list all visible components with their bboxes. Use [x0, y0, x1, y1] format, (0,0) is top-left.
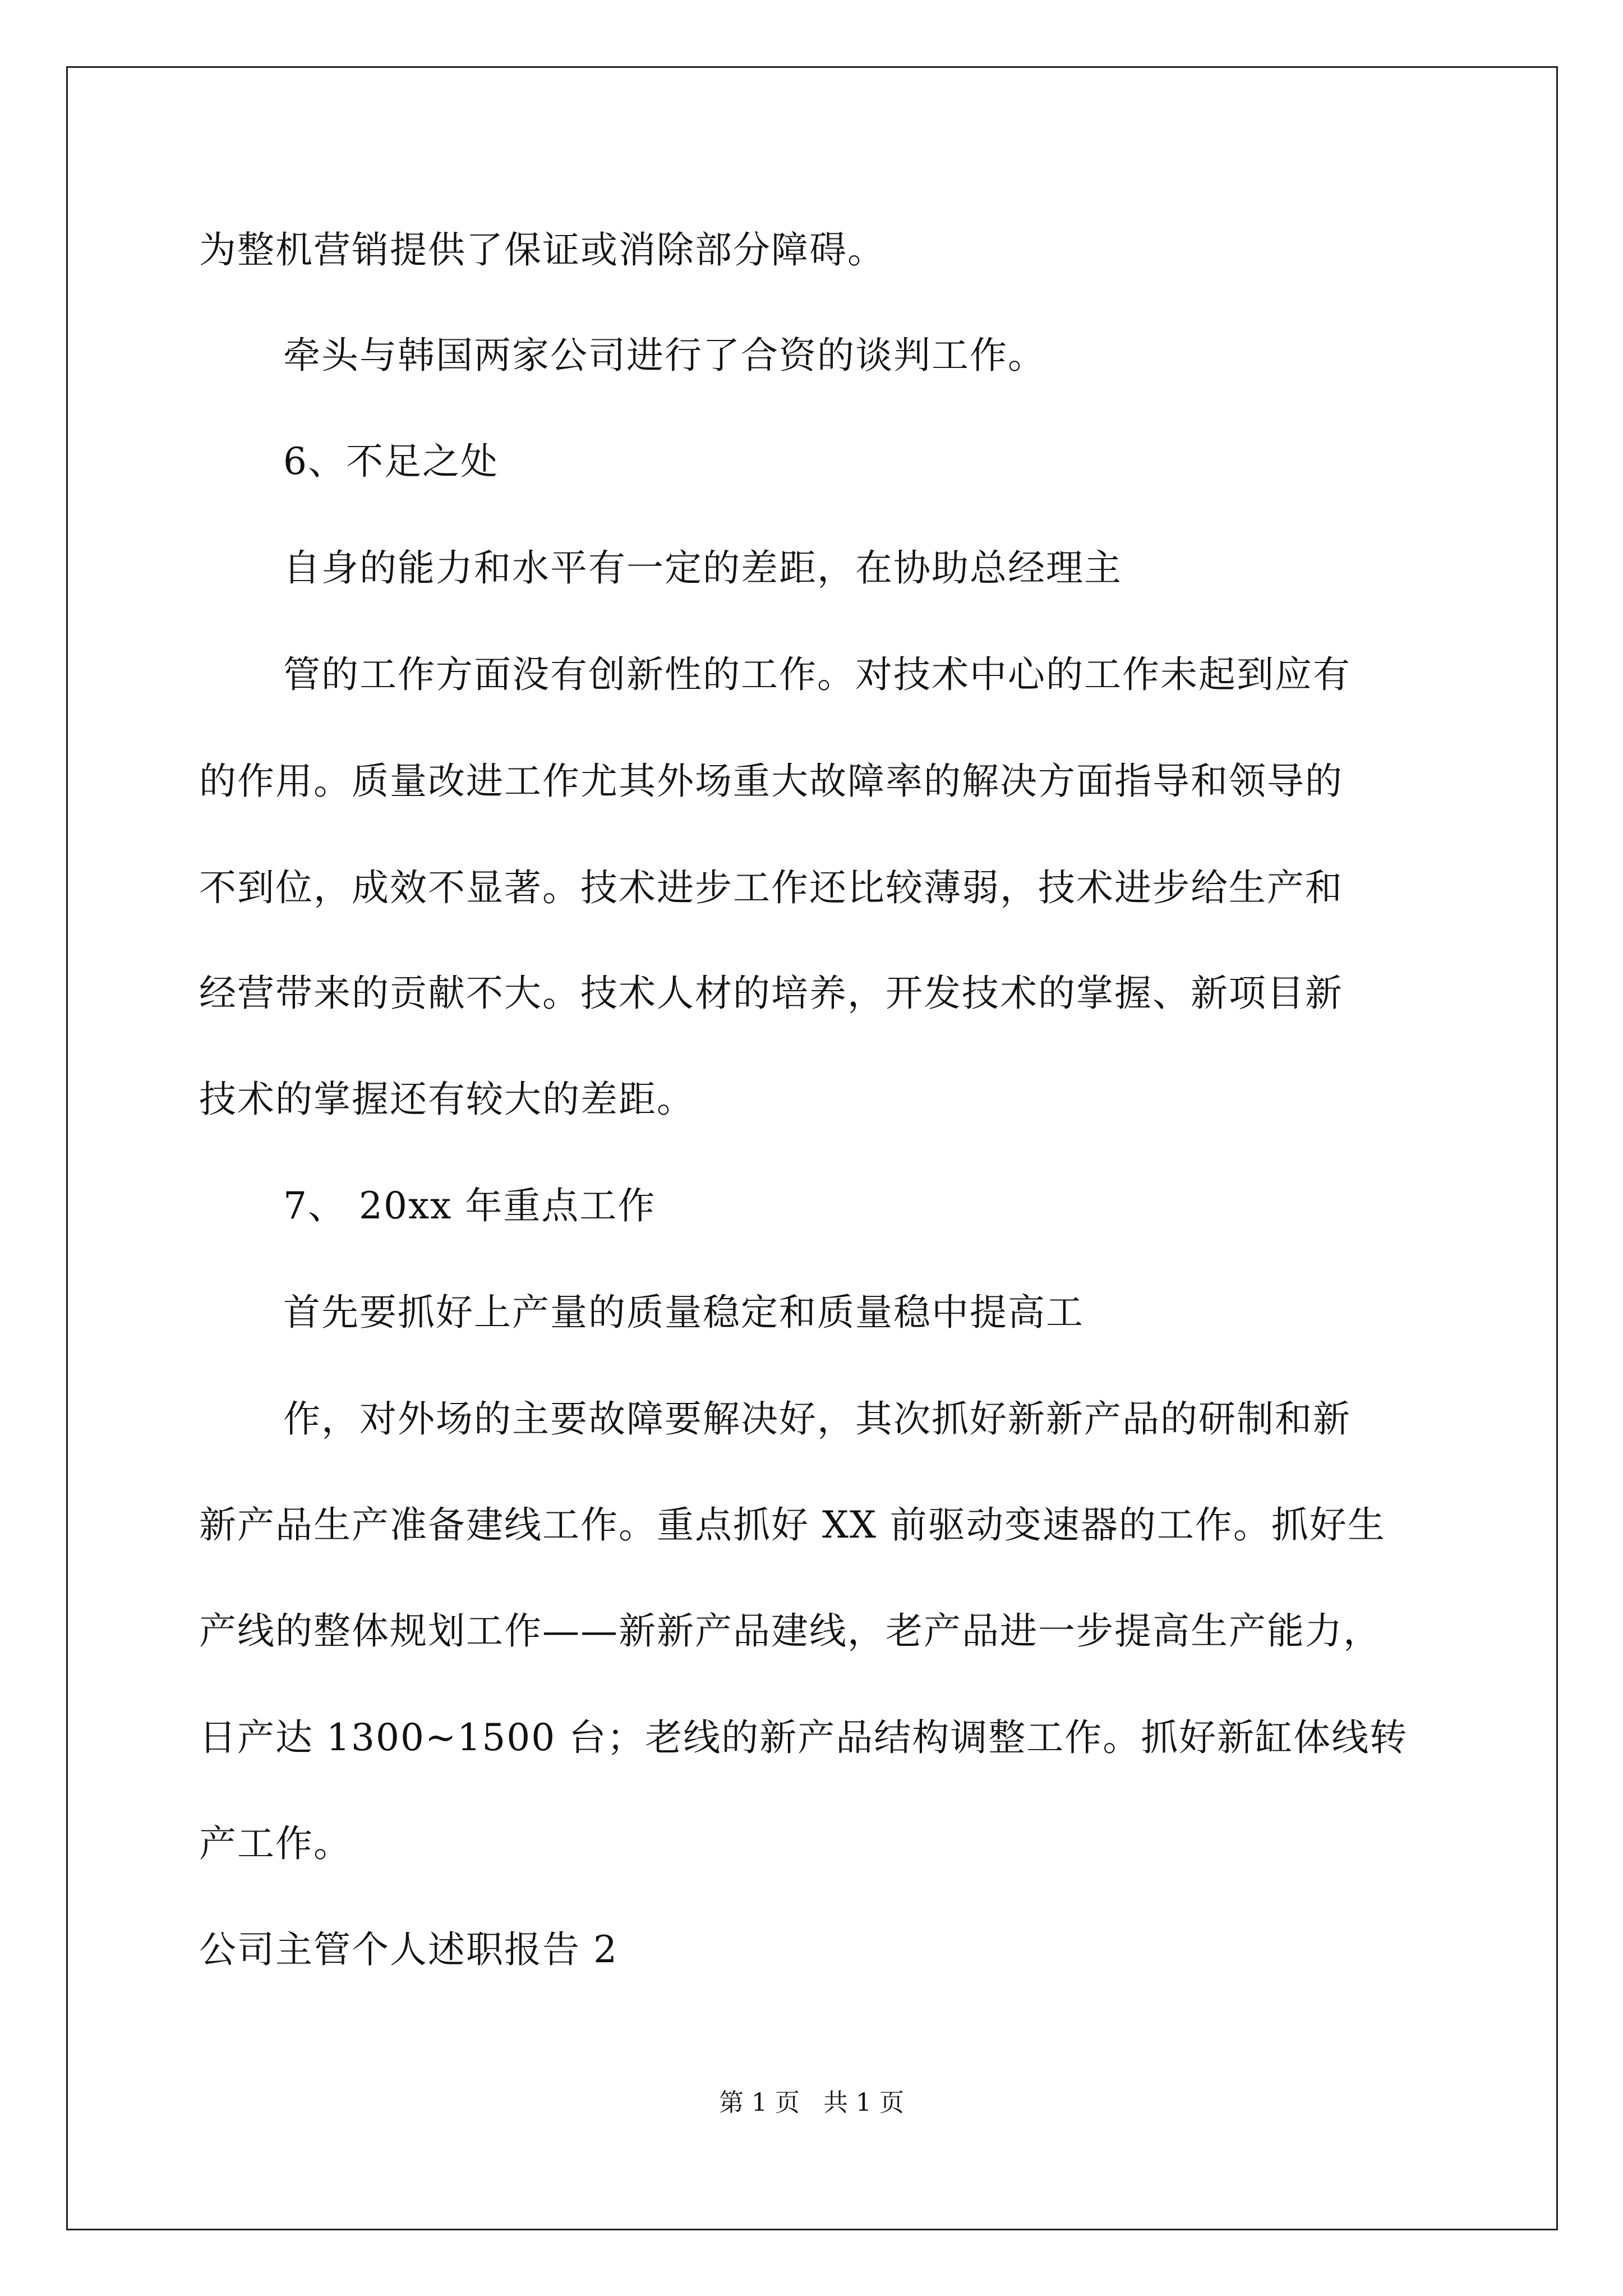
- page-border: [66, 66, 1558, 2230]
- paragraph-line: 的作用。质量改进工作尤其外场重大故障率的解决方面指导和领导的: [199, 760, 1343, 803]
- page-footer: 第 1 页 共 1 页: [719, 2088, 904, 2117]
- paragraph-line: 技术的掌握还有较大的差距。: [199, 1078, 695, 1121]
- paragraph-line: 作，对外场的主要故障要解决好，其次抓好新新产品的研制和新: [283, 1397, 1351, 1441]
- paragraph-line: 首先要抓好上产量的质量稳定和质量稳中提高工: [283, 1291, 1084, 1334]
- document-title: 公司主管个人述职报告 2: [199, 1928, 618, 1971]
- paragraph-line: 产线的整体规划工作——新新产品建线，老产品进一步提高生产能力，: [199, 1609, 1381, 1653]
- paragraph-line: 管的工作方面没有创新性的工作。对技术中心的工作未起到应有: [283, 653, 1351, 696]
- paragraph-line: 牵头与韩国两家公司进行了合资的谈判工作。: [283, 334, 1046, 377]
- paragraph-line: 不到位，成效不显著。技术进步工作还比较薄弱，技术进步给生产和: [199, 866, 1343, 909]
- paragraph-line: 自身的能力和水平有一定的差距，在协助总经理主: [283, 546, 1122, 590]
- section-heading: 7、 20xx 年重点工作: [283, 1184, 656, 1227]
- section-heading: 6、不足之处: [283, 440, 499, 483]
- paragraph-line: 日产达 1300~1500 台；老线的新产品结构调整工作。抓好新缸体线转: [199, 1716, 1408, 1759]
- paragraph-line: 经营带来的贡献不大。技术人材的培养，开发技术的掌握、新项目新: [199, 972, 1343, 1015]
- paragraph-line: 为整机营销提供了保证或消除部分障碍。: [199, 228, 886, 272]
- paragraph-line: 产工作。: [199, 1822, 352, 1865]
- paragraph-line: 新产品生产准备建线工作。重点抓好 XX 前驱动变速器的工作。抓好生: [199, 1503, 1386, 1547]
